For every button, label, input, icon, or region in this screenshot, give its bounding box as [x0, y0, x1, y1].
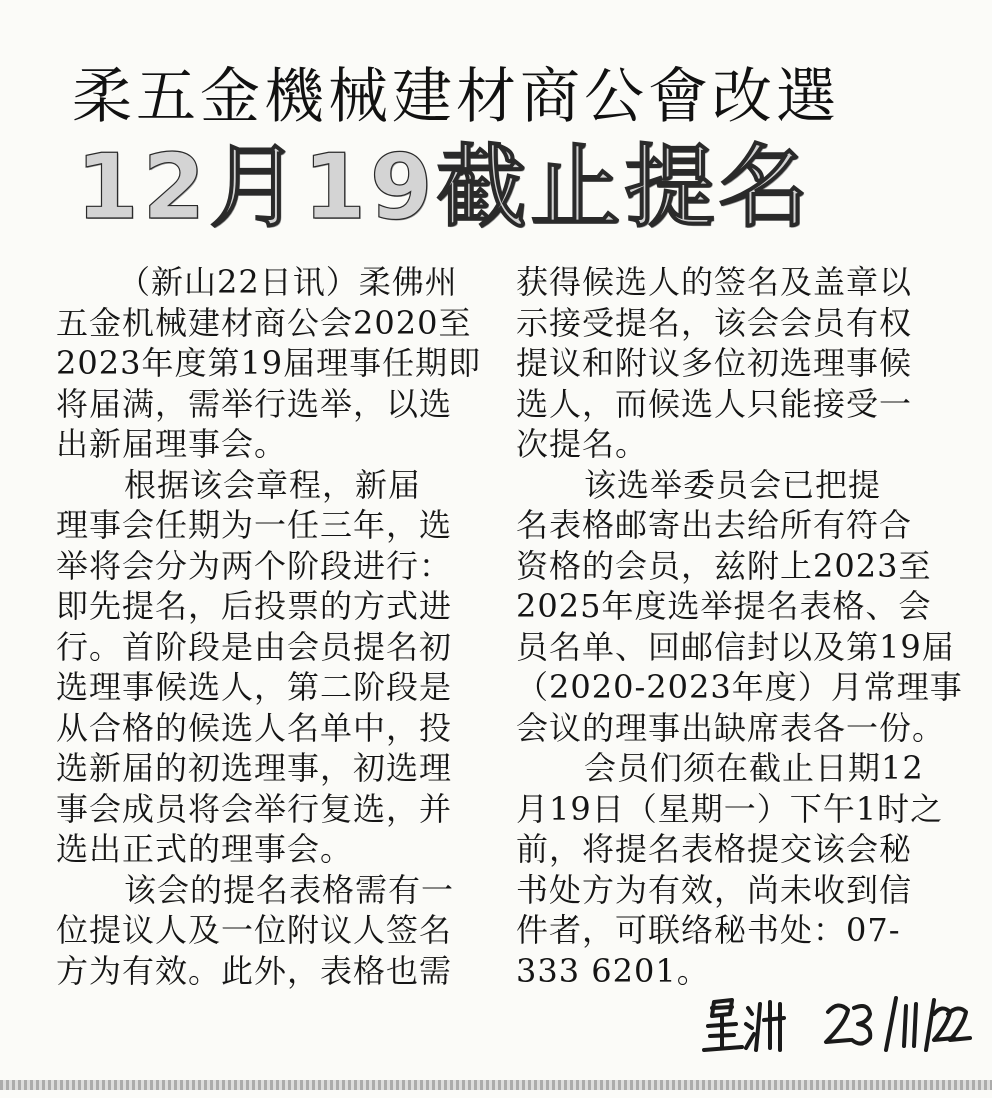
article-line: 选新届的初选理事，初选理	[56, 749, 453, 787]
article-line: 五金机械建材商公会2020至	[56, 303, 472, 342]
article-line: 提议和附议多位初选理事候	[516, 344, 913, 382]
article-line: 根据该会章程，新届	[124, 465, 422, 504]
headline-line-2: 12月19截止提名	[76, 135, 813, 240]
article-line: 该选举委员会已把提	[584, 465, 882, 504]
article-line: 员名单、回邮信封以及第19届	[516, 627, 955, 666]
article-line: 月19日（星期一）下午1时之	[516, 789, 944, 828]
article-line: 举将会分为两个阶段进行：	[56, 546, 453, 585]
article-right-column	[516, 262, 963, 991]
article-line: 会议的理事出缺席表各一份。	[516, 708, 946, 747]
article-line: 件者，可联络秘书处：07-	[516, 911, 901, 949]
article-line: （新山22日讯）柔佛州	[118, 263, 458, 301]
article-line: 理事会任期为一任三年，选	[56, 506, 453, 544]
article-line: 次提名。	[516, 425, 649, 463]
handwritten-date-note	[702, 990, 972, 1060]
article-line: 行。首阶段是由会员提名初	[56, 627, 453, 666]
article-line: 获得候选人的签名及盖章以	[516, 263, 913, 301]
article-line: 事会成员将会举行复选，并	[56, 789, 453, 828]
article-line: 示接受提名，该会会员有权	[516, 303, 913, 342]
article-line: 出新届理事会。	[56, 425, 288, 463]
article-line: 2025年度选举提名表格、会	[516, 587, 932, 625]
article-line: 方为有效。此外，表格也需	[56, 951, 453, 990]
article-line: 前，将提名表格提交该会秘	[516, 830, 913, 868]
article-line: 333 6201。	[516, 951, 710, 990]
article-line: 资格的会员，兹附上2023至	[516, 546, 932, 585]
article-line: 书处方为有效，尚未收到信	[516, 870, 913, 909]
article-line: 2023年度第19届理事任期即	[56, 344, 482, 382]
article-line: 选出正式的理事会。	[56, 830, 354, 868]
article-line: 会员们须在截止日期12	[584, 749, 924, 787]
article-line: 即先提名，后投票的方式进	[56, 587, 453, 625]
page-edge-border	[0, 1080, 992, 1090]
article-line: 选人，而候选人只能接受一	[516, 384, 913, 423]
article-line: 将届满，需举行选举，以选	[56, 384, 453, 423]
headline-line-1: 柔五金機械建材商公會改選	[72, 62, 840, 132]
article-left-column	[56, 262, 482, 991]
article-line: 位提议人及一位附议人签名	[56, 911, 453, 949]
article-line: （2020-2023年度）月常理事	[516, 668, 963, 706]
article-line: 选理事候选人，第二阶段是	[56, 668, 453, 706]
article-line: 该会的提名表格需有一	[124, 870, 455, 909]
article-line: 名表格邮寄出去给所有符合	[516, 506, 913, 544]
article-line: 从合格的候选人名单中，投	[56, 708, 453, 747]
